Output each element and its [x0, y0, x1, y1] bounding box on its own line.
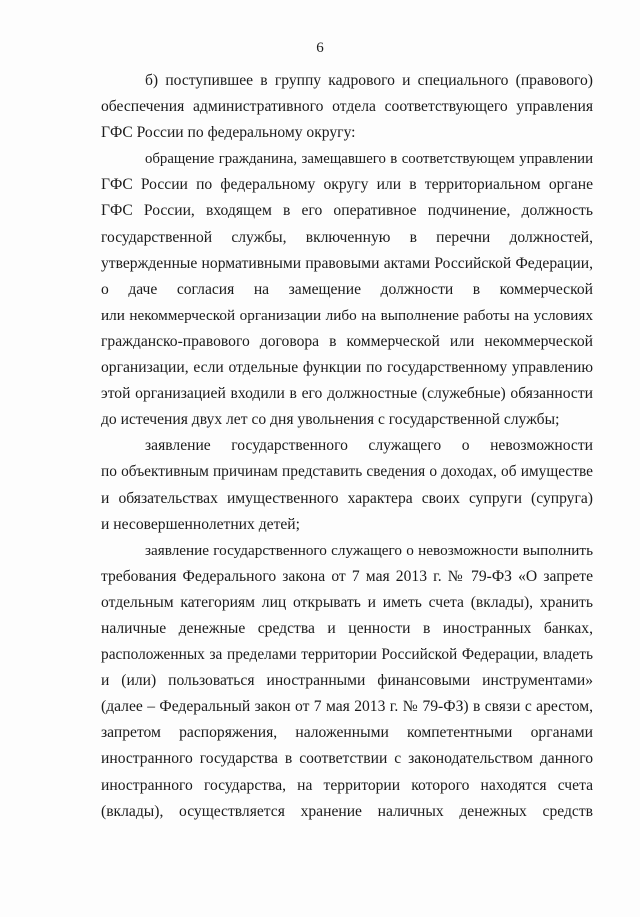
text-line: государственной службы, включенную в перечни должностей,	[101, 228, 593, 246]
text-line: (далее – Федеральный закон от 7 мая 2013 г. № 79-ФЗ) в связи с арестом,	[101, 698, 593, 716]
page-number: 6	[316, 40, 324, 56]
text-line: иностранного государства, на территории которого находятся счета	[101, 776, 593, 794]
text-line: утвержденные нормативными правовыми актами Российской Федерации,	[101, 254, 593, 272]
text-line: ГФС России по федеральному округу или в территориальном органе	[101, 176, 593, 194]
text-line: иностранного государства в соответствии с законодательством данного	[101, 750, 593, 768]
text-line: б) поступившее в группу кадрового и специального (правового)	[145, 72, 593, 89]
text-line: гражданско-правового договора в коммерческой или некоммерческой	[101, 332, 593, 350]
text-line: или некоммерческой организации либо на выполнение работы на условиях	[101, 306, 593, 324]
text-line: отдельным категориям лиц открывать и иметь счета (вклады), хранить	[101, 593, 593, 611]
text-line: наличные денежные средства и ценности в иностранных банках,	[101, 619, 593, 637]
text-line: организации, если отдельные функции по государственному управлению	[101, 359, 593, 377]
text-line: и обязательствах имущественного характера своих супруги (супруга)	[101, 489, 593, 507]
text-line: расположенных за пределами территории Российской Федерации, владеть	[101, 646, 593, 664]
text-line: этой организацией входили в его должностные (служебные) обязанности	[101, 385, 593, 403]
document-body	[101, 68, 593, 825]
text-line: заявление государственного служащего о невозможности	[145, 437, 593, 455]
text-line: заявление государственного служащего о невозможности выполнить	[145, 541, 593, 559]
text-line: о даче согласия на замещение должности в коммерческой	[101, 280, 593, 298]
text-line: обеспечения административного отдела соответствующего управления	[101, 98, 593, 116]
text-line: и (или) пользоваться иностранными финансовыми инструментами»	[101, 672, 593, 690]
text-line: запретом распоряжения, наложенными компетентными органами	[101, 724, 593, 742]
text-line: обращение гражданина, замещавшего в соответствующем управлении	[145, 151, 593, 168]
text-line: ГФС России, входящем в его оперативное подчинение, должность	[101, 202, 593, 220]
text-line: требования Федерального закона от 7 мая 2013 г. № 79-ФЗ «О запрете	[101, 567, 593, 585]
text-line: ГФС России по федеральному округу:	[101, 124, 356, 142]
text-line: (вклады), осуществляется хранение наличных денежных средств	[101, 802, 593, 820]
text-line: по объективным причинам представить сведения о доходах, об имуществе	[101, 463, 593, 481]
text-line: до истечения двух лет со дня увольнения с государственной службы;	[101, 411, 560, 429]
text-line: и несовершеннолетних детей;	[101, 515, 300, 533]
